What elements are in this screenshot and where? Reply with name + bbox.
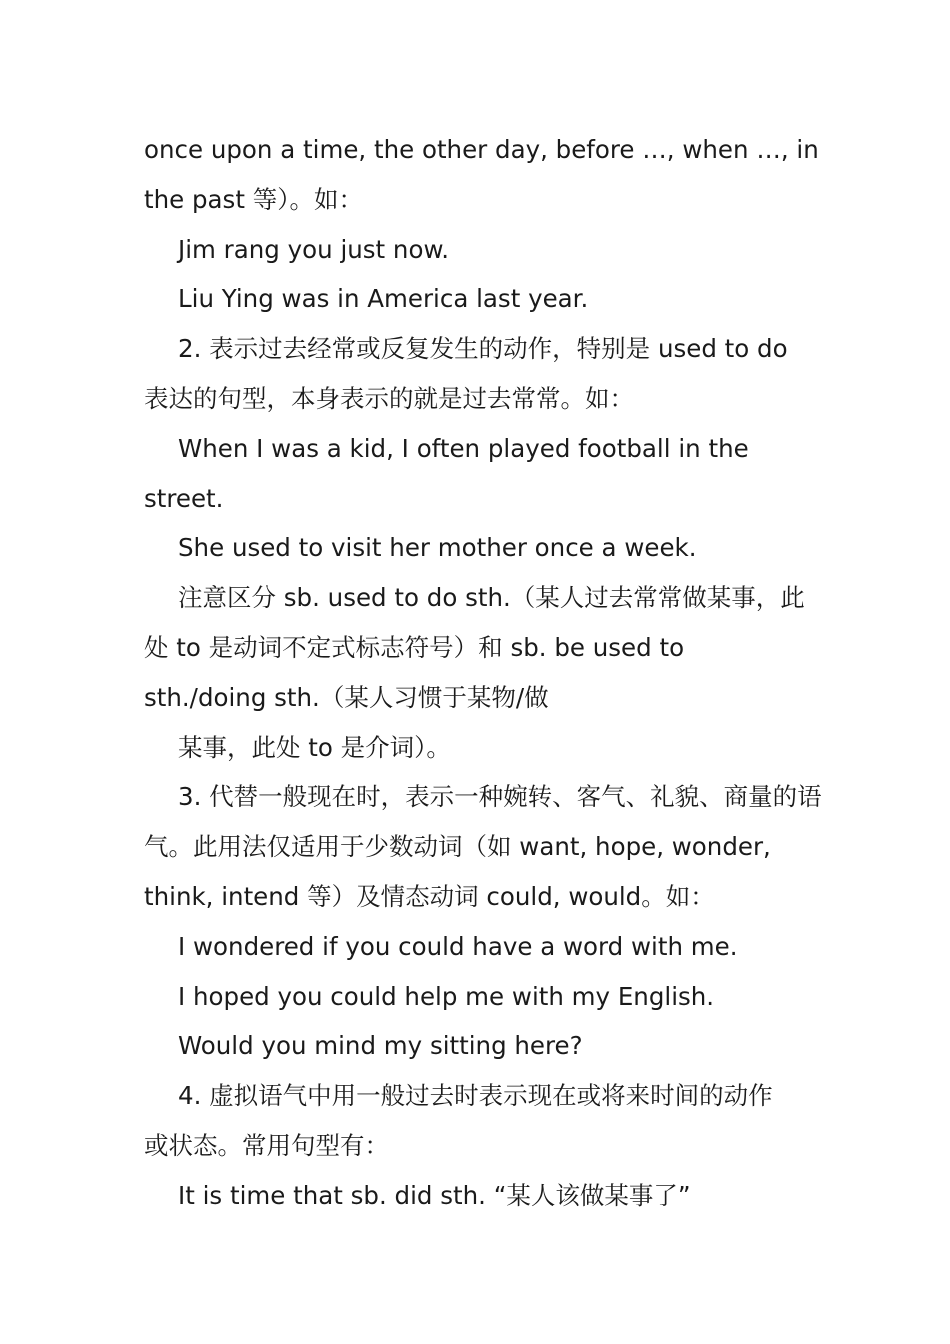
text-line-15: 气。此用法仅适用于少数动词（如 want, hope, wonder, [144, 832, 771, 862]
text-line-22: It is time that sb. did sth. “某人该做某事了” [178, 1180, 691, 1210]
text-line-12: sth./doing sth.（某人习惯于某物/做 [144, 682, 549, 712]
text-line-18: I hoped you could help me with my English. [178, 981, 715, 1011]
text-line-10: 注意区分 sb. used to do sth.（某人过去常常做某事，此 [178, 583, 805, 613]
text-line-11: 处 to 是动词不定式标志符号）和 sb. be used to [144, 632, 685, 662]
text-line-16: think, intend 等）及情态动词 could, would。如： [144, 881, 715, 911]
text-line-14: 3. 代替一般现在时，表示一种婉转、客气、礼貌、商量的语 [178, 782, 822, 812]
text-line-3: Jim rang you just now. [178, 234, 450, 264]
text-line-4: Liu Ying was in America last year. [178, 284, 589, 314]
text-line-7: When I was a kid, I often played football in the [178, 433, 749, 463]
text-line-6: 表达的句型，本身表示的就是过去常常。如： [144, 383, 634, 413]
text-line-21: 或状态。常用句型有： [144, 1130, 389, 1160]
text-line-1: once upon a time, the other day, before …, when …, in [144, 135, 819, 164]
text-line-20: 4. 虚拟语气中用一般过去时表示现在或将来时间的动作 [178, 1081, 773, 1111]
text-line-8: street. [144, 483, 224, 513]
text-line-9: She used to visit her mother once a week. [178, 533, 697, 563]
text-line-2: the past 等）。如： [144, 184, 363, 214]
text-line-19: Would you mind my sitting here? [178, 1031, 583, 1061]
text-line-17: I wondered if you could have a word with me. [178, 931, 738, 961]
text-line-5: 2. 表示过去经常或反复发生的动作，特别是 used to do [178, 334, 788, 364]
text-line-13: 某事，此处 to 是介词）。 [178, 732, 451, 762]
document-page [144, 125, 824, 1221]
